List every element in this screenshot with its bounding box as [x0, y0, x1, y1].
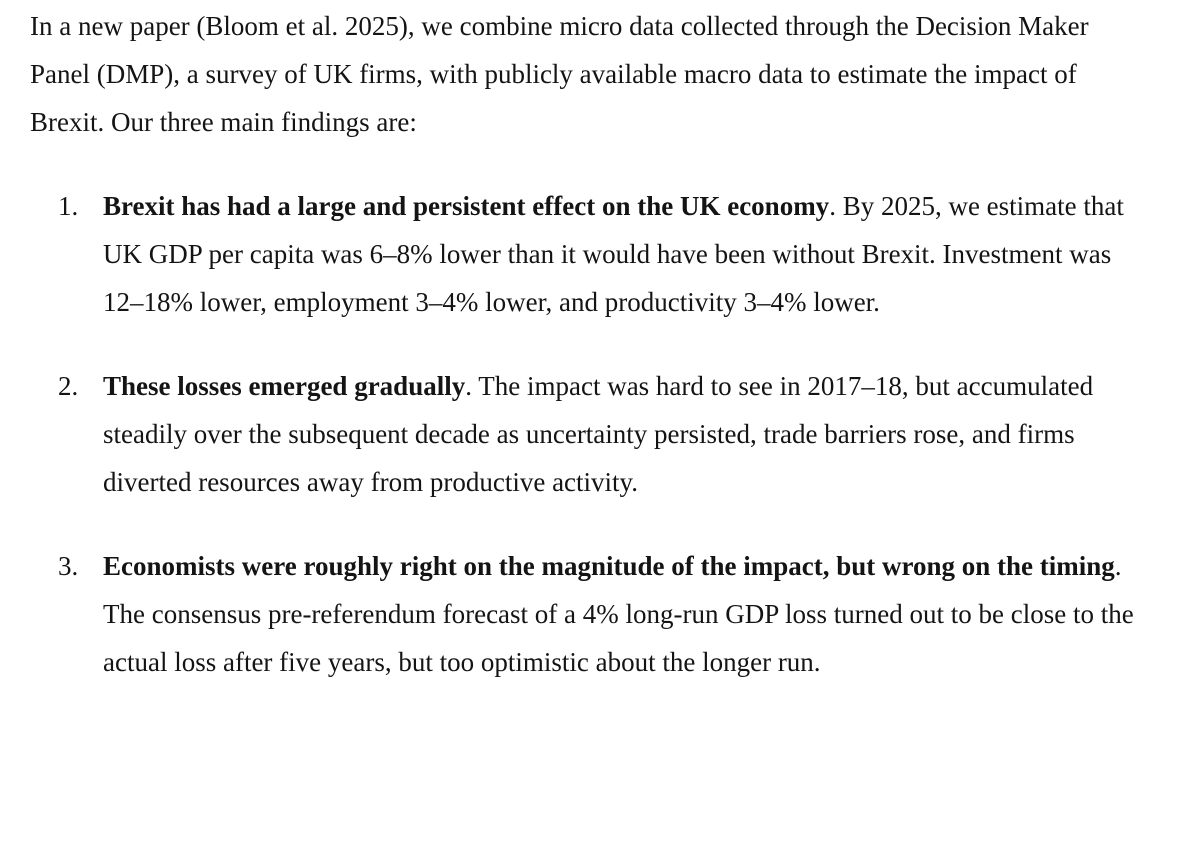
- finding-item-1: [30, 182, 1150, 326]
- findings-list: [30, 182, 1150, 686]
- finding-rest-text: . The impact was hard to see in 2017–18, but accumulated steadily over the subsequent decade as uncertainty persisted, trade barriers rose, and firms diverted resources away from productive activity.: [103, 371, 1094, 497]
- finding-number: 3.: [58, 551, 79, 581]
- finding-lead-bold: These losses emerged gradually: [103, 371, 466, 401]
- finding-item-3: [30, 542, 1150, 686]
- finding-number: 2.: [58, 371, 79, 401]
- finding-lead-bold: Brexit has had a large and persistent effect on the UK economy: [103, 191, 830, 221]
- finding-lead-bold: Economists were roughly right on the magnitude of the impact, but wrong on the timing: [103, 551, 1115, 581]
- finding-number: 1.: [58, 191, 79, 221]
- finding-item-2: [30, 362, 1150, 506]
- intro-paragraph: In a new paper (Bloom et al. 2025), we combine micro data collected through the Decision Maker Panel (DMP), a survey of UK firms, with publicly available macro data to estimate the impact of Brexit. Our three main findings are:: [30, 11, 1089, 137]
- finding-rest-text: . By 2025, we estimate that UK GDP per capita was 6–8% lower than it would have been without Brexit. Investment was 12–18% lower, employment 3–4% lower, and productivity 3–4% lower.: [103, 191, 1124, 317]
- finding-rest-text: . The consensus pre-referendum forecast of a 4% long-run GDP loss turned out to be close to the actual loss after five years, but too optimistic about the longer run.: [103, 551, 1134, 677]
